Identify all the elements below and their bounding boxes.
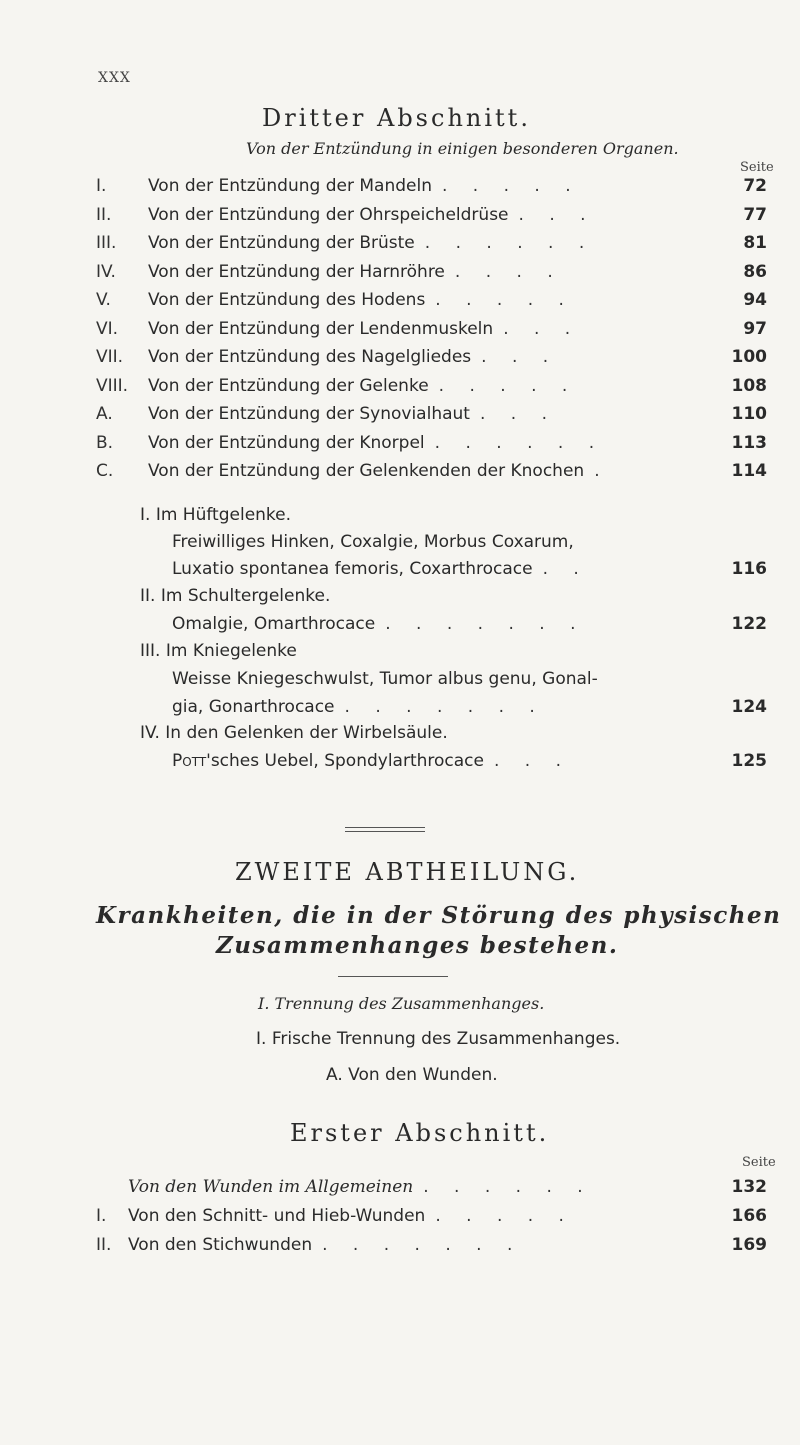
part-heading: ZWEITE ABTHEILUNG. [235,858,580,886]
joint-line: Weisse Kniegeschwulst, Tumor albus genu, Gonal- [172,669,598,689]
toc-leader-dots: . . . . . [435,290,574,310]
toc-number: A. [96,404,113,424]
toc-entry [96,376,577,398]
joint-line: Luxatio spontanea femoris, Coxarthrocace . . [172,559,589,579]
toc-title: Von der Entzündung der Gelenke [148,375,429,396]
toc-page-ref: 114 [731,461,767,481]
subheading: A. Von den Wunden. [326,1065,498,1085]
toc-page-ref: 166 [731,1206,767,1226]
part-title-line: Krankheiten, die in der Störung des physischen [96,902,782,929]
toc-number: B. [96,432,114,453]
toc-leader-dots: . . . . . . [423,1177,593,1197]
toc-title: Von der Entzündung der Gelenkenden der Knochen [148,461,585,481]
toc-entry [96,205,596,227]
joint-line: Freiwilliges Hinken, Coxalgie, Morbus Coxarum, [172,532,574,552]
toc-entry [96,1235,522,1257]
subheading: I. Trennung des Zusammenhanges. [258,994,545,1013]
toc-leader-dots: . . . . . [438,375,578,396]
toc-leader-dots: . . . . [454,261,563,282]
toc-number: VIII. [96,375,129,396]
toc-number: V. [96,290,111,310]
toc-entry [96,176,581,198]
section-subtitle: Von der Entzündung in einigen besonderen Organen. [246,139,679,158]
joint-line: Pott'sches Uebel, Spondylarthrocace . . . [172,751,572,771]
joint-heading: II. Im Schultergelenke. [140,586,331,606]
divider [338,976,448,977]
toc-leader-dots: . . . . . [435,1206,574,1226]
toc-page-ref: 100 [731,347,767,367]
toc-leader-dots: . . . . . . . [322,1235,523,1255]
joint-line: gia, Gonarthrocace . . . . . . . [172,697,545,717]
toc-entry [96,404,557,426]
toc-number: C. [96,461,114,481]
joint-heading: III. Im Kniegelenke [140,641,297,661]
toc-page-ref: 110 [731,404,767,424]
toc-page-ref: 122 [731,614,767,634]
toc-title: Von der Entzündung der Synovialhaut [148,404,470,424]
toc-title: Von der Entzündung der Lendenmuskeln [148,318,494,339]
toc-entry [96,461,610,483]
toc-page-ref: 97 [743,318,767,339]
toc-title: Von der Entzündung der Brüste [148,233,415,253]
toc-leader-dots: . . . . . . [424,233,595,253]
joint-heading: I. Im Hüftgelenke. [140,505,292,525]
toc-page-ref: 124 [731,697,767,717]
toc-page-ref: 132 [731,1177,767,1197]
toc-page-ref: 86 [743,261,767,282]
toc-page-ref: 94 [743,290,767,310]
toc-title: Von der Entzündung der Ohrspeicheldrüse [148,204,509,225]
section-title: Erster Abschnitt. [290,1119,550,1147]
joint-line: Omalgie, Omarthrocace . . . . . . . [172,614,586,634]
toc-entry [96,1206,574,1228]
toc-leader-dots: . . . [479,404,557,424]
toc-number: VII. [96,347,124,367]
toc-entry [96,319,580,341]
toc-number: VI. [96,318,119,339]
toc-number: I. [96,1206,107,1226]
divider [345,827,425,828]
toc-page-ref: 169 [731,1235,767,1255]
toc-number: II. [96,204,112,225]
toc-entry [96,347,558,369]
toc-leader-dots: . . . [503,318,581,339]
toc-leader-dots: . . . [518,204,596,225]
toc-title: Von der Entzündung der Mandeln [148,176,432,196]
toc-leader-dots: . . . . . . [434,432,605,453]
divider [345,831,425,832]
toc-page-ref: 77 [743,204,767,225]
toc-entry [96,262,563,284]
toc-leader-dots: . [594,461,610,481]
seite-label: Seite [740,160,774,175]
toc-title: Von den Wunden im Allgemeinen [128,1177,414,1197]
toc-title: Von den Stichwunden [128,1235,313,1255]
toc-number: III. [96,233,117,253]
part-title-line: Zusammenhanges bestehen. [216,932,619,959]
toc-entry [96,1177,593,1199]
toc-leader-dots: . . . . . [441,176,581,196]
section-title: Dritter Abschnitt. [262,104,531,132]
toc-title: Von den Schnitt- und Hieb-Wunden [128,1206,426,1226]
subheading: I. Frische Trennung des Zusammenhanges. [256,1029,621,1049]
toc-title: Von der Entzündung des Hodens [148,290,426,310]
toc-page-ref: 125 [731,751,767,771]
toc-number: I. [96,176,107,196]
seite-label: Seite [742,1155,776,1170]
toc-page-ref: 108 [731,375,767,396]
toc-page-ref: 81 [743,233,767,253]
toc-entry [96,433,604,455]
toc-entry [96,290,574,312]
joint-heading: IV. In den Gelenken der Wirbelsäule. [140,723,448,743]
toc-title: Von der Entzündung der Knorpel [148,432,425,453]
toc-leader-dots: . . . [481,347,559,367]
toc-number: IV. [96,261,116,282]
toc-number: II. [96,1235,112,1255]
toc-title: Von der Entzündung des Nagelgliedes [148,347,472,367]
toc-page-ref: 116 [731,559,767,579]
page-number: XXX [98,70,131,86]
toc-page-ref: 113 [731,432,767,453]
toc-page-ref: 72 [743,176,767,196]
toc-entry [96,233,594,255]
toc-title: Von der Entzündung der Harnröhre [148,261,445,282]
